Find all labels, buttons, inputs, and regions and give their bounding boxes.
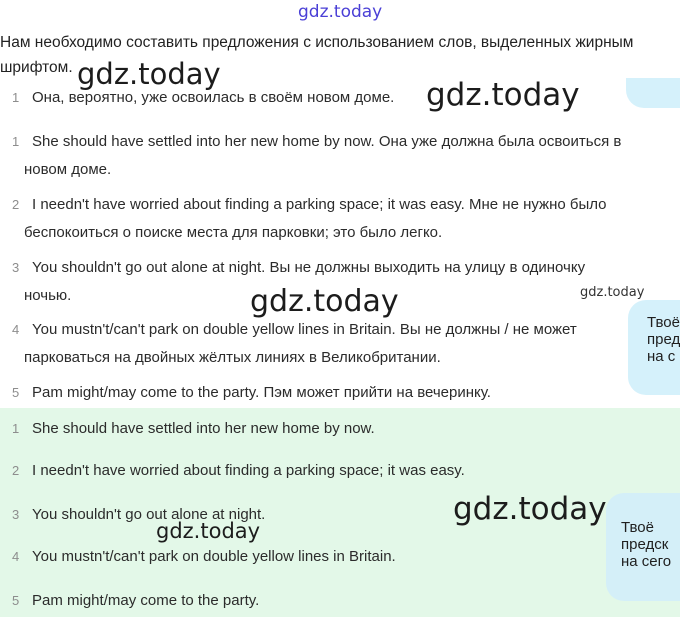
watermark: gdz.today xyxy=(298,2,383,22)
item-text: You shouldn't go out alone at night. xyxy=(32,506,266,523)
item-text: She should have settled into her new home by now. xyxy=(32,420,375,437)
item-number: 2 xyxy=(12,197,20,212)
item-text: Pam might/may come to the party. xyxy=(32,592,260,609)
item-text: You mustn't/can't park on double yellow lines in Britain. xyxy=(32,548,396,565)
item-number: 5 xyxy=(12,385,20,400)
promo-bubble-line: предск xyxy=(621,536,669,553)
promo-bubble-line: на с xyxy=(647,348,676,365)
watermark: gdz.today xyxy=(77,57,221,91)
promo-bubble-top[interactable] xyxy=(626,78,680,108)
item-number: 3 xyxy=(12,260,20,275)
watermark: gdz.today xyxy=(426,77,580,113)
example-text: Она, вероятно, уже освоилась в своём новом доме. xyxy=(32,89,395,106)
item-number: 1 xyxy=(12,134,20,149)
item-text-continued: новом доме. xyxy=(24,161,112,178)
item-text: Pam might/may come to the party. Пэм может прийти на вечеринку. xyxy=(32,384,491,401)
item-number: 2 xyxy=(12,463,20,478)
item-number: 3 xyxy=(12,507,20,522)
promo-bubble-line: Твоё xyxy=(621,519,654,536)
item-number: 5 xyxy=(12,593,20,608)
task-instructions: Нам необходимо составить предложения с использованием слов, выделенных жирным шрифтом. xyxy=(0,34,634,76)
item-number: 4 xyxy=(12,549,20,564)
watermark: gdz.today xyxy=(580,285,645,300)
item-text: You mustn't/can't park on double yellow lines in Britain. Вы не должны / не может xyxy=(32,321,577,338)
item-text: I needn't have worried about finding a parking space; it was easy. Мне не нужно было xyxy=(32,196,607,213)
promo-bubble-line: Твоё xyxy=(647,314,680,331)
item-number: 4 xyxy=(12,322,20,337)
promo-bubble-middle[interactable] xyxy=(628,300,680,395)
item-number: 1 xyxy=(12,421,20,436)
promo-bubble-bottom[interactable] xyxy=(606,493,680,601)
watermark: gdz.today xyxy=(250,284,399,319)
item-text: She should have settled into her new home by now. Она уже должна была освоиться в xyxy=(32,133,622,150)
promo-bubble-line: пред xyxy=(647,331,680,348)
watermark: gdz.today xyxy=(156,519,261,543)
item-text-continued: парковаться на двойных жёлтых линиях в Великобритании. xyxy=(24,349,441,366)
promo-bubble-line: на сего xyxy=(621,553,672,570)
example-number: 1 xyxy=(12,90,20,105)
item-text: You shouldn't go out alone at night. Вы не должны выходить на улицу в одиночку xyxy=(32,259,586,276)
item-text-continued: беспокоиться о поиске места для парковки; это было легко. xyxy=(24,224,443,241)
watermark: gdz.today xyxy=(453,491,607,527)
item-text: I needn't have worried about finding a parking space; it was easy. xyxy=(32,462,465,479)
item-text-continued: ночью. xyxy=(24,287,72,304)
